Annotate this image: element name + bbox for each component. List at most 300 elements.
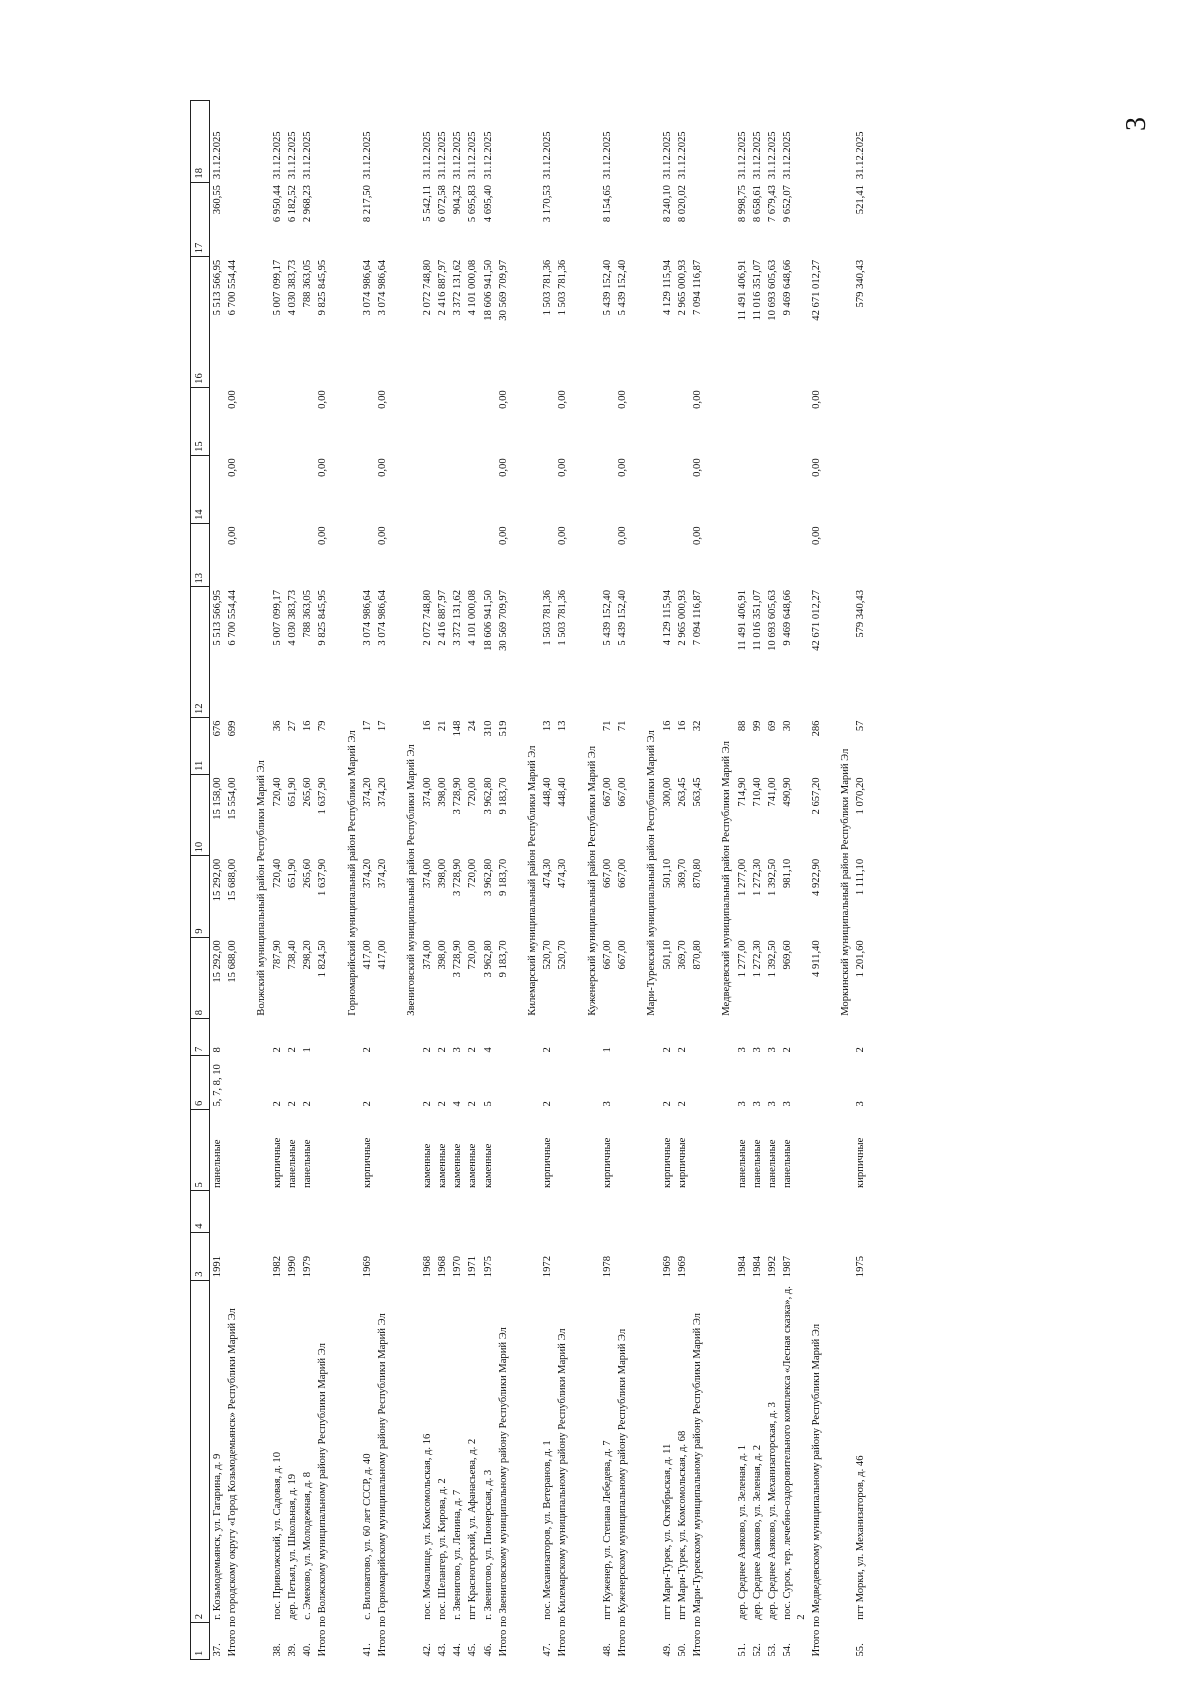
cell-n: 38.	[271, 1643, 283, 1657]
cell-c18: 31.12.2025	[676, 131, 688, 180]
cell-c8: 501,10	[661, 940, 673, 970]
subtotal-c11: 71	[617, 720, 629, 732]
cell-n: 48.	[601, 1643, 613, 1657]
cell-c13	[270, 523, 285, 587]
cell-c17: 9 652,07	[782, 185, 794, 223]
subtotal-c16: 3 074 986,64	[377, 259, 389, 316]
subtotal-c16: 9 825 845,95	[317, 259, 329, 316]
cell-c15	[450, 387, 465, 455]
cell-c15	[660, 387, 675, 455]
cell-c14	[600, 455, 615, 523]
cell-addr: пгт Морки, ул. Механизаторов, д. 46	[855, 1455, 867, 1620]
cell-c15	[360, 387, 375, 455]
cell-c7: 2	[436, 1047, 448, 1053]
cell-c16: 4 101 000,08	[467, 259, 479, 316]
cell-year: 1990	[286, 1256, 298, 1278]
subtotal-c14: 0,00	[227, 458, 239, 477]
cell-addr: г. Звенигово, ул. Ленина, д. 7	[452, 1489, 464, 1620]
cell-c15	[765, 387, 780, 455]
table-row	[600, 101, 615, 1660]
subtotal-c8: 520,70	[557, 940, 569, 970]
cell-c8: 1 201,60	[855, 940, 867, 978]
cell-c9: 981,10	[782, 858, 794, 888]
cell-c16: 2 072 748,80	[421, 259, 433, 316]
cell-c13	[300, 523, 315, 587]
cell-c4	[750, 1191, 765, 1232]
cell-c12: 2 072 748,80	[421, 590, 433, 646]
column-header-10: 10	[191, 774, 210, 855]
subtotal-label: Итого по Куженерскому муниципальному району Республики Марий Эл	[617, 1328, 629, 1657]
subtotal-c8: 4 911,40	[810, 940, 822, 977]
district-spacer	[829, 1019, 853, 1660]
cell-c6: 2	[661, 1101, 673, 1107]
cell-c6: 3	[767, 1101, 779, 1107]
cell-c11: 676	[212, 720, 223, 737]
subtotal-c10: 563,45	[692, 777, 704, 807]
subtotal-label: Итого по Волжскому муниципальному району Республики Марий Эл	[317, 1343, 329, 1657]
table-body	[210, 101, 869, 1660]
cell-c15	[481, 387, 496, 455]
cell-c15	[780, 387, 808, 455]
rotated-sheet	[190, 60, 1200, 1660]
column-header-1: 1	[191, 1623, 210, 1660]
cell-c9: 369,70	[676, 858, 688, 888]
cell-year: 1984	[736, 1256, 748, 1278]
cell-addr: пос. Мочалище, ул. Комсомольская, д. 16	[421, 1433, 433, 1620]
cell-c18: 31.12.2025	[482, 131, 494, 180]
subtotal-empty-17	[615, 182, 635, 257]
cell-c17: 8 020,02	[676, 185, 688, 223]
cell-c11: 16	[421, 720, 433, 732]
subtotal-c16: 7 094 116,87	[692, 259, 704, 316]
cell-c17: 521,41	[855, 185, 867, 215]
table-row	[285, 101, 300, 1660]
column-header-8: 8	[191, 937, 210, 1018]
cell-year: 1975	[855, 1256, 867, 1278]
cell-c15	[270, 387, 285, 455]
cell-c14	[285, 455, 300, 523]
cell-n: 39.	[286, 1643, 298, 1657]
cell-c11: 17	[361, 720, 373, 732]
cell-mat: панельные	[736, 1139, 748, 1188]
subtotal-empty-17	[690, 182, 710, 257]
subtotal-empty-17	[315, 182, 335, 257]
subtotal-empty-18	[225, 101, 245, 183]
column-header-2: 2	[191, 1280, 210, 1623]
cell-c9: 651,90	[286, 858, 298, 888]
column-header-6: 6	[191, 1056, 210, 1110]
subtotal-row	[809, 101, 829, 1660]
subtotal-empty-17	[496, 182, 516, 257]
cell-c15	[210, 387, 226, 455]
table-row	[660, 101, 675, 1660]
subtotal-label: Итого по городскому округу «Город Козьмодемьянск» Республики Марий Эл	[227, 1308, 239, 1657]
table-row	[210, 101, 226, 1660]
cell-c11: 16	[676, 720, 688, 732]
cell-c18: 31.12.2025	[751, 131, 763, 180]
cell-c8: 398,00	[436, 940, 448, 970]
cell-c10: 710,40	[751, 777, 763, 807]
cell-c7: 2	[661, 1047, 673, 1053]
cell-c15	[285, 387, 300, 455]
cell-c14	[270, 455, 285, 523]
cell-c4	[853, 1191, 868, 1232]
table-row	[540, 101, 555, 1660]
cell-n: 51.	[736, 1643, 748, 1657]
table-row	[300, 101, 315, 1660]
subtotal-c9: 870,80	[692, 858, 704, 888]
cell-c9: 15 292,00	[212, 858, 223, 902]
cell-c14	[360, 455, 375, 523]
cell-c11: 310	[482, 720, 494, 737]
cell-c7: 3	[452, 1047, 464, 1053]
table-row	[853, 101, 868, 1660]
table-row	[465, 101, 480, 1660]
cell-c4	[765, 1191, 780, 1232]
cell-c16: 18 606 941,50	[482, 259, 494, 321]
cell-year: 1968	[436, 1256, 448, 1278]
cell-c9: 398,00	[436, 858, 448, 888]
cell-addr: дер. Петьял, ул. Школьная, д. 19	[286, 1473, 298, 1620]
cell-c4	[540, 1191, 555, 1232]
cell-mat: панельные	[751, 1139, 763, 1188]
subtotal-c9: 1 637,90	[317, 858, 329, 896]
cell-c14	[660, 455, 675, 523]
cell-c9: 374,00	[421, 858, 433, 888]
cell-c6: 2	[271, 1101, 283, 1107]
cell-c17: 8 998,75	[736, 185, 748, 223]
cell-c13	[481, 523, 496, 587]
subtotal-c12: 1 503 781,36	[557, 590, 569, 646]
cell-c12: 2 965 000,93	[676, 590, 688, 646]
subtotal-c16: 5 439 152,40	[617, 259, 629, 316]
subtotal-c13: 0,00	[810, 526, 822, 545]
district-heading-row	[245, 101, 269, 1660]
cell-c14	[450, 455, 465, 523]
district-heading-row	[829, 101, 853, 1660]
cell-n: 40.	[302, 1643, 314, 1657]
column-header-11: 11	[191, 718, 210, 775]
column-header-15: 15	[191, 387, 210, 455]
subtotal-c9: 15 688,00	[227, 858, 239, 902]
cell-c18: 31.12.2025	[302, 131, 314, 180]
cell-c8: 374,00	[421, 940, 433, 970]
cell-c15	[600, 387, 615, 455]
subtotal-empty-18	[555, 101, 575, 183]
cell-mat: каменные	[452, 1143, 464, 1188]
cell-c9: 1 392,50	[767, 858, 779, 896]
subtotal-label: Итого по Звениговскому муниципальному району Республики Марий Эл	[497, 1327, 509, 1657]
cell-c16: 11 016 351,07	[751, 259, 763, 321]
column-header-13: 13	[191, 523, 210, 587]
district-heading-row	[395, 101, 419, 1660]
district-heading-row	[710, 101, 734, 1660]
cell-c6: 3	[601, 1101, 613, 1107]
cell-c14	[481, 455, 496, 523]
cell-c10: 300,00	[661, 777, 673, 807]
cell-c4	[450, 1191, 465, 1232]
subtotal-empty-18	[375, 101, 395, 183]
subtotal-c8: 1 824,50	[317, 940, 329, 978]
cell-c9: 720,00	[467, 858, 479, 888]
cell-c7: 2	[361, 1047, 373, 1053]
subtotal-c12: 42 671 012,27	[810, 590, 822, 651]
cell-c10: 720,00	[467, 777, 479, 807]
cell-c8: 738,40	[286, 940, 298, 970]
subtotal-c15: 0,00	[497, 390, 509, 409]
cell-c4	[780, 1191, 808, 1232]
subtotal-c13: 0,00	[317, 526, 329, 545]
subtotal-c13: 0,00	[227, 526, 239, 545]
cell-c18: 31.12.2025	[736, 131, 748, 180]
cell-c7: 1	[601, 1047, 613, 1053]
subtotal-c12: 9 825 845,95	[317, 590, 329, 646]
cell-c4	[435, 1191, 450, 1232]
cell-c9: 3 728,90	[452, 858, 464, 896]
subtotal-empty-17	[555, 182, 575, 257]
cell-c6: 2	[302, 1101, 314, 1107]
subtotal-c11: 13	[557, 720, 569, 732]
district-heading-row	[516, 101, 540, 1660]
cell-addr: с. Виловатово, ул. 60 лет СССР, д. 40	[361, 1453, 373, 1620]
cell-c10: 374,00	[421, 777, 433, 807]
subtotal-row	[315, 101, 335, 1660]
cell-c18: 31.12.2025	[436, 131, 448, 180]
cell-c14	[420, 455, 435, 523]
cell-year: 1982	[271, 1256, 283, 1278]
cell-c4	[300, 1191, 315, 1232]
cell-c8: 720,00	[467, 940, 479, 970]
cell-addr: пгт Мари-Турек, ул. Октябрьская, д. 11	[661, 1443, 673, 1620]
cell-mat: панельные	[767, 1139, 779, 1188]
subtotal-c11: 699	[227, 720, 239, 737]
cell-c15	[420, 387, 435, 455]
cell-c18: 31.12.2025	[661, 131, 673, 180]
cell-c6: 2	[676, 1101, 688, 1107]
cell-c12: 11 491 406,91	[736, 590, 748, 651]
cell-c17: 2 968,23	[302, 185, 314, 223]
district-heading: Медведевский муниципальный район Республики Марий Эл	[721, 741, 733, 1016]
cell-c18: 31.12.2025	[855, 131, 867, 180]
cell-c17: 6 072,58	[436, 185, 448, 223]
cell-c18: 31.12.2025	[767, 131, 779, 180]
cell-year: 1975	[482, 1256, 494, 1278]
table-row	[420, 101, 435, 1660]
district-heading: Килемарский муниципальный район Республики Марий Эл	[526, 745, 538, 1016]
subtotal-c14: 0,00	[617, 458, 629, 477]
column-header-9: 9	[191, 856, 210, 937]
cell-addr: с. Эмеково, ул. Молодежная, д. 8	[302, 1471, 314, 1620]
cell-c9: 374,20	[361, 858, 373, 888]
cell-c15	[300, 387, 315, 455]
cell-c16: 5 513 566,95	[212, 259, 223, 316]
cell-c11: 36	[271, 720, 283, 732]
subtotal-c12: 3 074 986,64	[377, 590, 389, 646]
cell-c8: 369,70	[676, 940, 688, 970]
cell-n: 53.	[767, 1643, 779, 1657]
district-heading-row	[336, 101, 360, 1660]
cell-c18: 31.12.2025	[542, 131, 554, 180]
cell-n: 45.	[467, 1643, 479, 1657]
cell-c6: 3	[782, 1101, 794, 1107]
cell-n: 37.	[212, 1643, 223, 1657]
cell-c17: 6 950,44	[271, 185, 283, 223]
subtotal-c14: 0,00	[557, 458, 569, 477]
cell-n: 55.	[855, 1643, 867, 1657]
cell-c17: 6 182,52	[286, 185, 298, 223]
cell-c14	[210, 455, 226, 523]
subtotal-row	[615, 101, 635, 1660]
subtotal-row	[496, 101, 516, 1660]
cell-year: 1972	[542, 1256, 554, 1278]
cell-c16: 11 491 406,91	[736, 259, 748, 321]
subtotal-c11: 286	[810, 720, 822, 737]
cell-mat: панельные	[302, 1139, 314, 1188]
cell-c16: 3 372 131,62	[452, 259, 464, 316]
subtotal-c10: 2 657,20	[810, 777, 822, 815]
district-heading: Волжский муниципальный район Республики Марий Эл	[256, 760, 268, 1016]
cell-c10: 374,20	[361, 777, 373, 807]
cell-c12: 10 693 605,63	[767, 590, 779, 651]
cell-c15	[465, 387, 480, 455]
cell-c6: 5	[482, 1101, 494, 1107]
subtotal-c10: 15 554,00	[227, 777, 239, 820]
cell-c16: 9 469 648,66	[782, 259, 794, 316]
table-row	[270, 101, 285, 1660]
cell-c15	[750, 387, 765, 455]
cell-c6: 5, 7, 8, 10	[212, 1064, 223, 1107]
cell-c17: 5 542,11	[421, 185, 433, 222]
cell-c13	[210, 523, 226, 587]
subtotal-c14: 0,00	[810, 458, 822, 477]
cell-c12: 5 007 099,17	[271, 590, 283, 646]
cell-c17: 8 240,10	[661, 185, 673, 223]
cell-mat: каменные	[482, 1143, 494, 1188]
housing-repair-table	[190, 100, 868, 1660]
cell-c9: 1 277,00	[736, 858, 748, 896]
district-heading-row	[635, 101, 659, 1660]
cell-c13	[660, 523, 675, 587]
cell-c18: 31.12.2025	[271, 131, 283, 180]
cell-c8: 520,70	[542, 940, 554, 970]
cell-mat: панельные	[212, 1139, 223, 1188]
cell-mat: панельные	[782, 1139, 794, 1188]
cell-c10: 714,90	[736, 777, 748, 807]
cell-c13	[360, 523, 375, 587]
cell-c9: 1 111,10	[855, 858, 867, 896]
subtotal-c12: 7 094 116,87	[692, 590, 704, 646]
subtotal-c15: 0,00	[377, 390, 389, 409]
district-heading-row	[576, 101, 600, 1660]
cell-c6: 4	[452, 1101, 464, 1107]
district-heading: Горномарийский муниципальный район Республики Марий Эл	[346, 730, 358, 1016]
cell-addr: дер. Среднее Азяково, ул. Зеленая, д. 2	[751, 1444, 763, 1620]
cell-c7: 1	[302, 1047, 314, 1053]
cell-mat: кирпичные	[361, 1137, 373, 1188]
table-row	[481, 101, 496, 1660]
cell-c17: 360,55	[212, 185, 223, 215]
column-header-5: 5	[191, 1110, 210, 1191]
cell-c11: 99	[751, 720, 763, 732]
cell-c7: 2	[782, 1047, 794, 1053]
cell-n: 54.	[782, 1643, 794, 1657]
subtotal-c10: 448,40	[557, 777, 569, 807]
cell-c14	[780, 455, 808, 523]
cell-c12: 3 074 986,64	[361, 590, 373, 646]
cell-c9: 265,60	[302, 858, 314, 888]
cell-n: 44.	[452, 1643, 464, 1657]
cell-addr: пгт Мари-Турек, ул. Комсомольская, д. 68	[676, 1430, 688, 1620]
district-spacer	[245, 1019, 269, 1660]
cell-year: 1971	[467, 1256, 479, 1278]
subtotal-empty-17	[375, 182, 395, 257]
subtotal-c9: 9 183,70	[497, 858, 509, 896]
cell-addr: г. Козьмодемьянск, ул. Гагарина, д. 9	[212, 1453, 223, 1620]
cell-year: 1984	[751, 1256, 763, 1278]
cell-c14	[853, 455, 868, 523]
cell-c4	[465, 1191, 480, 1232]
cell-c11: 21	[436, 720, 448, 732]
cell-c16: 788 363,05	[302, 259, 314, 308]
column-header-16: 16	[191, 257, 210, 388]
cell-c8: 298,20	[302, 940, 314, 970]
cell-c4	[481, 1191, 496, 1232]
cell-c17: 8 154,65	[601, 185, 613, 223]
cell-c8: 1 272,30	[751, 940, 763, 978]
table-row	[450, 101, 465, 1660]
cell-c6: 2	[467, 1101, 479, 1107]
cell-c8: 417,00	[361, 940, 373, 970]
cell-c11: 24	[467, 720, 479, 732]
subtotal-c8: 15 688,00	[227, 940, 239, 983]
table-row	[765, 101, 780, 1660]
subtotal-c15: 0,00	[692, 390, 704, 409]
cell-addr: дер. Среднее Азяково, ул. Зеленая, д. 1	[736, 1444, 748, 1620]
cell-c7: 2	[467, 1047, 479, 1053]
cell-c7: 2	[286, 1047, 298, 1053]
subtotal-c12: 5 439 152,40	[617, 590, 629, 646]
cell-c18: 31.12.2025	[421, 131, 433, 180]
subtotal-c13: 0,00	[497, 526, 509, 545]
cell-c15	[675, 387, 690, 455]
cell-c11: 71	[601, 720, 613, 732]
cell-mat: кирпичные	[661, 1137, 673, 1188]
district-spacer	[635, 1019, 659, 1660]
cell-c8: 3 962,80	[482, 940, 494, 978]
subtotal-c8: 870,80	[692, 940, 704, 970]
subtotal-empty-18	[809, 101, 829, 183]
table-row	[735, 101, 750, 1660]
cell-c14	[465, 455, 480, 523]
cell-c10: 720,40	[271, 777, 283, 807]
cell-c14	[750, 455, 765, 523]
cell-c10: 448,40	[542, 777, 554, 807]
subtotal-c16: 30 569 709,97	[497, 259, 509, 321]
cell-c13	[540, 523, 555, 587]
cell-c12: 11 016 351,07	[751, 590, 763, 651]
subtotal-label: Итого по Мари-Турекскому муниципальному району Республики Марий Эл	[692, 1313, 704, 1657]
cell-c12: 9 469 648,66	[782, 590, 794, 646]
cell-c7: 2	[542, 1047, 554, 1053]
table-row	[360, 101, 375, 1660]
cell-c10: 15 158,00	[212, 777, 223, 820]
cell-c4	[660, 1191, 675, 1232]
cell-c13	[420, 523, 435, 587]
cell-c11: 27	[286, 720, 298, 732]
cell-c13	[435, 523, 450, 587]
subtotal-c14: 0,00	[692, 458, 704, 477]
subtotal-c15: 0,00	[617, 390, 629, 409]
